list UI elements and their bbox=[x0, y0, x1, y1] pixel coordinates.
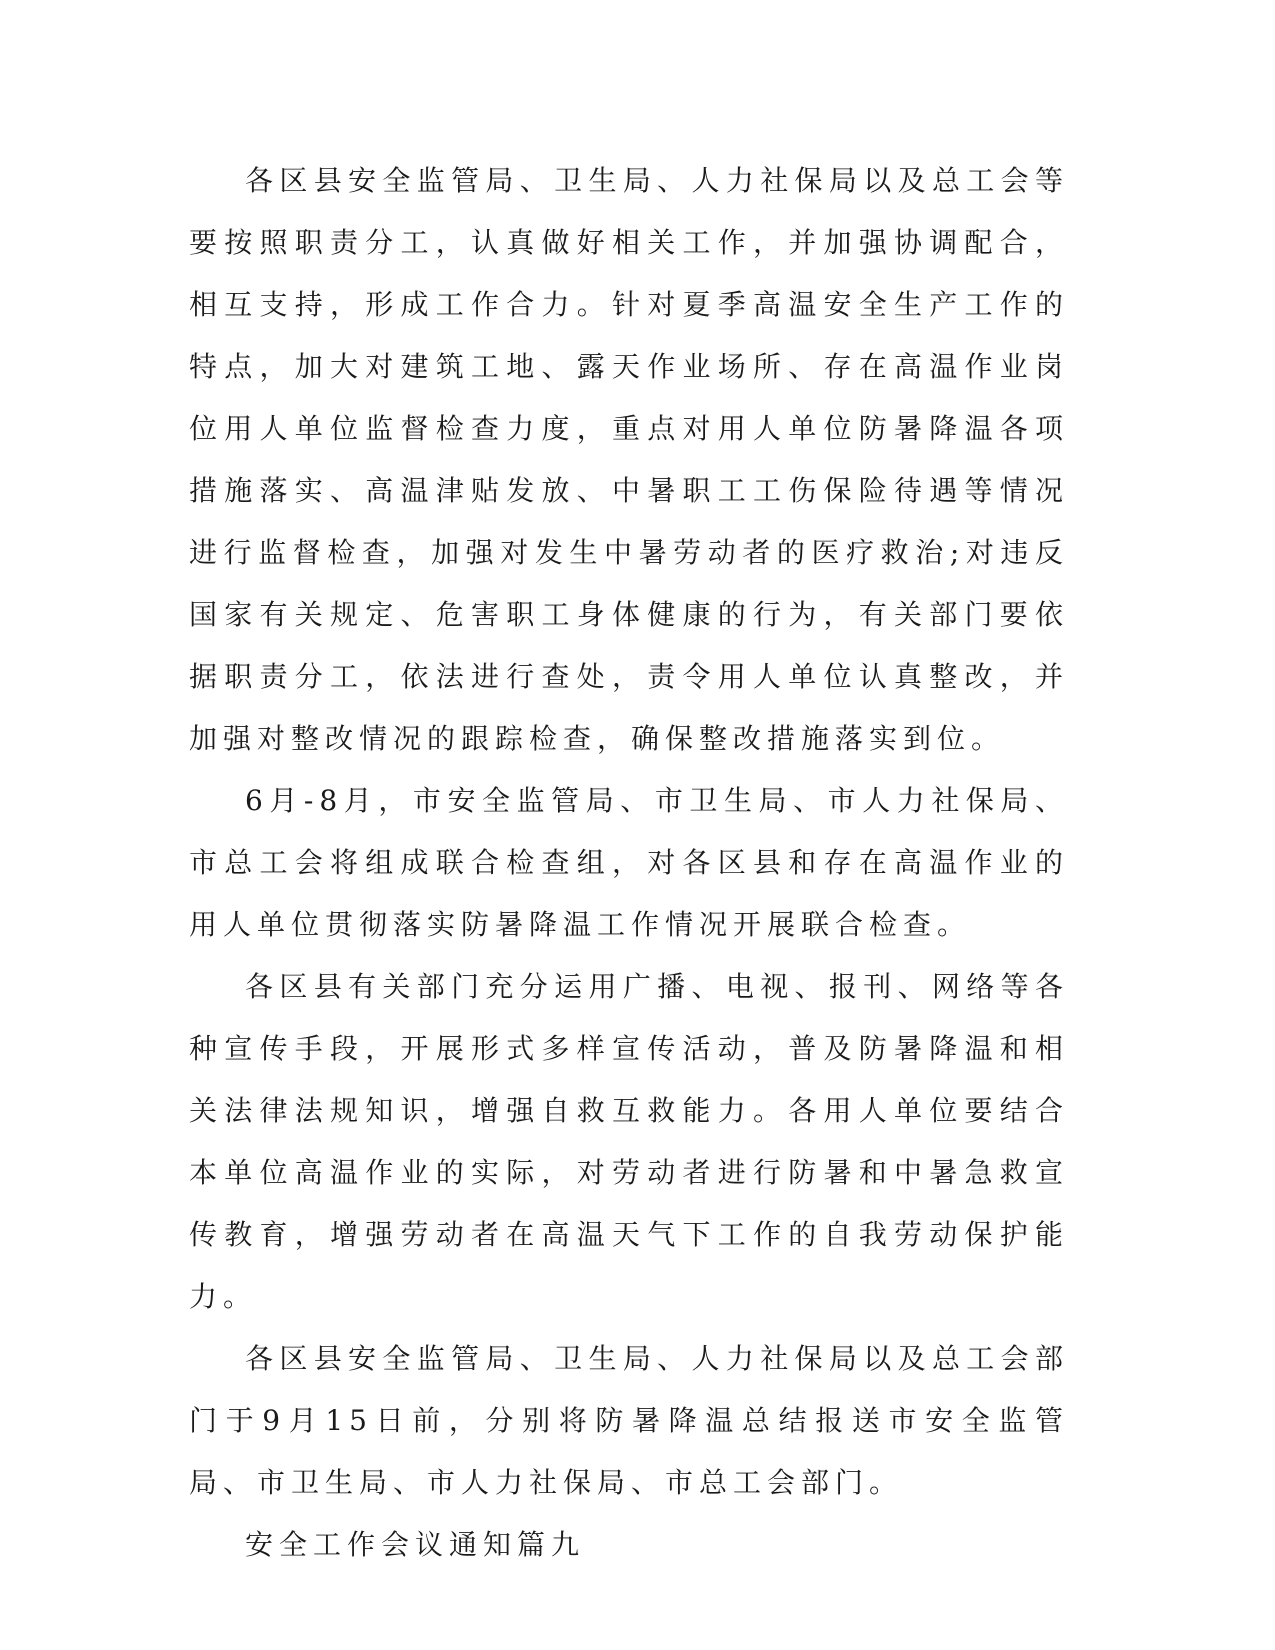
paragraph-joint-duties: 各区县安全监管局、卫生局、人力社保局以及总工会等要按照职责分工，认真做好相关工作，并加强协调配合，相互支持，形成工作合力。针对夏季高温安全生产工作的特点，加大对建筑工地、露天作业场所、存在高温作业岗位用人单位监督检查力度，重点对用人单位防暑降温各项措施落实、高温津贴发放、中暑职工工伤保险待遇等情况进行监督检查，加强对发生中暑劳动者的医疗救治;对违反国家有关规定、危害职工身体健康的行为，有关部门要依据职责分工，依法进行查处，责令用人单位认真整改，并加强对整改情况的跟踪检查，确保整改措施落实到位。 bbox=[189, 164, 1069, 755]
document-body bbox=[189, 150, 1069, 1576]
paragraph-summary-deadline: 各区县安全监管局、卫生局、人力社保局以及总工会部门于9月15日前，分别将防暑降温总结报送市安全监管局、市卫生局、市人力社保局、市总工会部门。 bbox=[189, 1342, 1069, 1499]
paragraph-joint-inspection: 6月-8月，市安全监管局、市卫生局、市人力社保局、市总工会将组成联合检查组，对各区县和存在高温作业的用人单位贯彻落实防暑降温工作情况开展联合检查。 bbox=[189, 784, 1069, 941]
section-heading: 安全工作会议通知篇九 bbox=[245, 1528, 586, 1561]
paragraph-publicity: 各区县有关部门充分运用广播、电视、报刊、网络等各种宣传手段，开展形式多样宣传活动，普及防暑降温和相关法律法规知识，增强自救互救能力。各用人单位要结合本单位高温作业的实际，对劳动者进行防暑和中暑急救宣传教育，增强劳动者在高温天气下工作的自我劳动保护能力。 bbox=[189, 970, 1069, 1313]
